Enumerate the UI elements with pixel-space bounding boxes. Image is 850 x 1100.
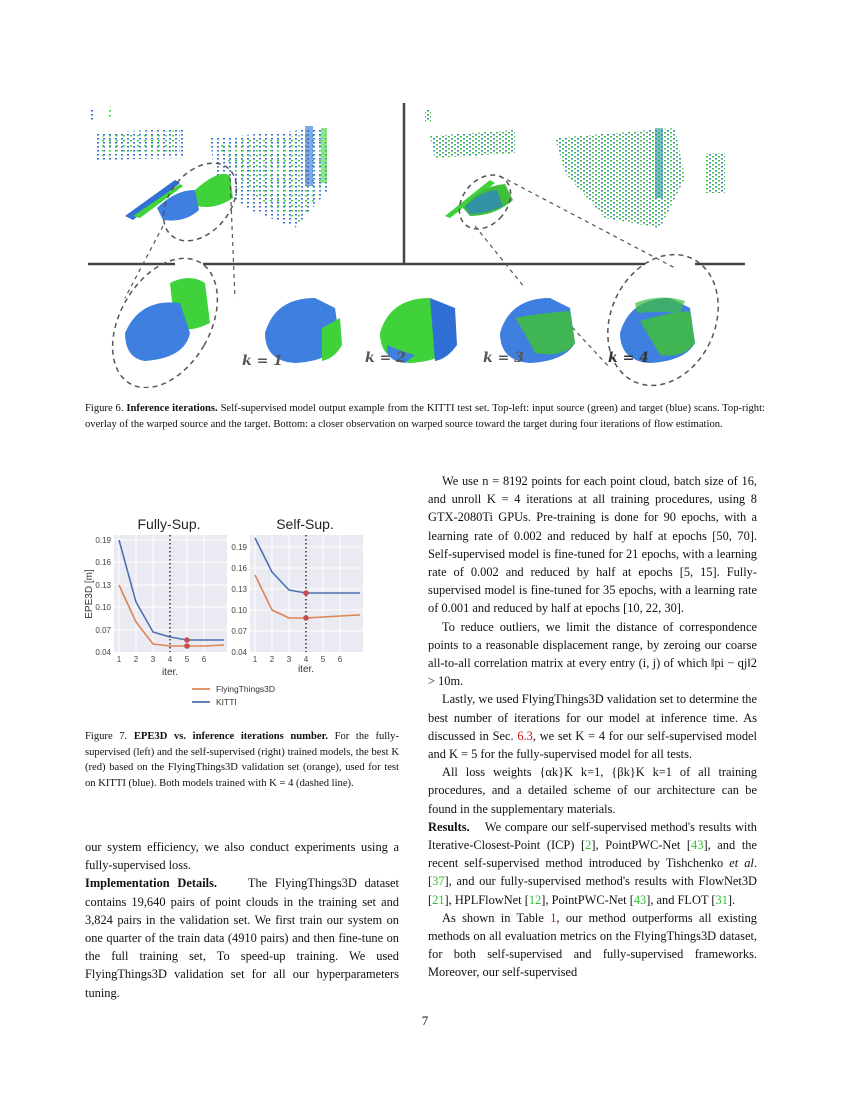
svg-text:0.13: 0.13 bbox=[231, 585, 247, 594]
svg-text:0.07: 0.07 bbox=[95, 626, 111, 635]
caption-label: Figure 6. bbox=[85, 403, 124, 414]
svg-text:0.13: 0.13 bbox=[95, 581, 111, 590]
caption-title: Inference iterations. bbox=[126, 403, 218, 414]
svg-text:0.16: 0.16 bbox=[95, 558, 111, 567]
svg-text:0.10: 0.10 bbox=[231, 606, 247, 615]
citation-link[interactable]: 12 bbox=[528, 892, 542, 907]
right-column-text bbox=[428, 472, 757, 982]
caption-text: For the fully-supervised (left) and the self-supervised (right) trained models, the best K (red) based on the FlyingThings3D validation set (orange), used for test on KITTI (blue). Both models trained with K = 4 (dashed line). bbox=[85, 731, 399, 789]
svg-text:3: 3 bbox=[150, 655, 156, 664]
citation-link[interactable]: 31 bbox=[715, 892, 728, 907]
caption-text: Self-supervised model output example from the KITTI test set. Top-left: input source (green) and target (blue) scans. Top-right: overlay of the warped source and the target. Bottom: a closer observation on warped source toward the target during four iterations of flow estimation. bbox=[85, 403, 765, 430]
right-best-k-marker bbox=[303, 615, 309, 621]
svg-text:2: 2 bbox=[133, 655, 139, 664]
right-xlabel: iter. bbox=[297, 664, 315, 675]
section-heading: Results. bbox=[428, 819, 470, 834]
svg-text:5: 5 bbox=[184, 655, 190, 664]
figure-7-chart bbox=[82, 512, 382, 712]
figure-6-caption bbox=[85, 401, 765, 432]
citation-link[interactable]: 43 bbox=[633, 892, 647, 907]
k-label-4: k = 4 bbox=[608, 350, 649, 366]
svg-text:0.04: 0.04 bbox=[231, 648, 247, 657]
table-ref-link[interactable]: 1 bbox=[550, 910, 557, 925]
paragraph: our system efficiency, we also conduct experiments using a fully-supervised loss. bbox=[85, 840, 399, 873]
k-label-2: k = 2 bbox=[365, 350, 406, 366]
svg-text:5: 5 bbox=[320, 655, 326, 664]
section-ref-link[interactable]: 6.3 bbox=[517, 728, 533, 743]
paragraph: We use n = 8192 points for each point cloud, batch size of 16, and unroll K = 4 iterations at all training procedures, using 8 GTX-2080Ti GPUs. Pre-training is done for 90 epochs, with a learning rate of 0.002 and reduced by half at epochs [50, 70]. Self-supervised model is fine-tuned for 21 epochs, with a learning rate of 0.002 and reduced by half at epochs [5, 15]. Fully-supervised model is fine-tuned for 35 epochs, with a learning rate of 0.001 and reduced by half at epochs [10, 22, 30]. bbox=[428, 474, 757, 616]
svg-text:0.04: 0.04 bbox=[95, 648, 111, 657]
paragraph: As shown in Table 1, our method outperforms all existing methods on all evaluation metrics on the FlyingThings3D dataset, for both self-supervised and fully-supervised frameworks. Moreover, our self-supervised bbox=[428, 910, 757, 980]
svg-text:0.19: 0.19 bbox=[95, 536, 111, 545]
svg-text:4: 4 bbox=[303, 655, 309, 664]
figure-6-image bbox=[85, 98, 765, 388]
citation-link[interactable]: 37 bbox=[432, 874, 445, 889]
svg-text:0.16: 0.16 bbox=[231, 564, 247, 573]
left-chart-title: Fully-Sup. bbox=[137, 516, 201, 532]
svg-text:3: 3 bbox=[286, 655, 292, 664]
paragraph-results: Results. We compare our self-supervised method's results with Iterative-Closest-Point (ICP) [2], PointPWC-Net [43], and the recent self-supervised method introduced by Tishchenko et al. [37], and our fully-supervised method's results with FlowNet3D [21], HPLFlowNet [12], PointPWC-Net [43], and FLOT [31]. bbox=[428, 819, 757, 907]
svg-text:1: 1 bbox=[252, 655, 258, 664]
paragraph: Lastly, we used FlyingThings3D validation set to determine the best number of iterations for our model at inference time. As discussed in Sec. 6.3, we set K = 4 for our self-supervised model and K = 5 for the fully-supervised model for all tests. bbox=[428, 692, 757, 762]
right-best-k-marker bbox=[303, 590, 309, 596]
legend-flyingthings: FlyingThings3D bbox=[216, 684, 276, 694]
section-heading: Implementation Details. bbox=[85, 876, 218, 891]
ylabel: EPE3D [m] bbox=[84, 569, 95, 619]
citation-link[interactable]: 21 bbox=[432, 892, 445, 907]
svg-text:6: 6 bbox=[337, 655, 343, 664]
svg-text:0.19: 0.19 bbox=[231, 543, 247, 552]
left-best-k-marker bbox=[184, 643, 190, 649]
left-column-text bbox=[85, 838, 399, 1002]
paragraph-implementation: Implementation Details. The FlyingThings3D dataset contains 19,640 pairs of point clouds in the training set and 3,824 pairs in the validation set. We first train our system on one quarter of the train data (4910 pairs) and then fine-tune on the full training set, To speed-up training. We used FlyingThings3D validation set for all our hyperparameters tuning. bbox=[85, 876, 399, 1000]
left-xlabel: iter. bbox=[161, 667, 179, 678]
svg-text:0.10: 0.10 bbox=[95, 603, 111, 612]
figure-7-caption bbox=[85, 729, 399, 791]
svg-text:6: 6 bbox=[201, 655, 207, 664]
citation-link[interactable]: 2 bbox=[585, 838, 592, 853]
legend-kitti: KITTI bbox=[216, 697, 237, 707]
caption-label: Figure 7. bbox=[85, 731, 128, 742]
right-chart-title: Self-Sup. bbox=[276, 516, 334, 532]
svg-text:0.07: 0.07 bbox=[231, 627, 247, 636]
citation-link[interactable]: 43 bbox=[691, 838, 704, 853]
left-best-k-marker bbox=[184, 637, 190, 643]
paragraph: All loss weights {αk}K k=1, {βk}K k=1 of all training procedures, and a detailed scheme of our architecture can be found in the supplementary materials. bbox=[428, 765, 757, 816]
k-label-1: k = 1 bbox=[242, 353, 283, 369]
page-number: 7 bbox=[421, 1013, 429, 1028]
svg-text:4: 4 bbox=[167, 655, 173, 664]
svg-text:2: 2 bbox=[269, 655, 275, 664]
point-cloud-illustration bbox=[85, 98, 765, 388]
paragraph: To reduce outliers, we limit the distance of correspondence points to a reasonable displacement range, by zeroing our coarse all-to-all correlation matrix at every entry (i, j) of which ‖pi − qj‖2 > 10m. bbox=[428, 619, 757, 689]
svg-text:1: 1 bbox=[116, 655, 122, 664]
k-label-3: k = 3 bbox=[483, 350, 524, 366]
caption-title: EPE3D vs. inference iterations number. bbox=[133, 731, 328, 742]
